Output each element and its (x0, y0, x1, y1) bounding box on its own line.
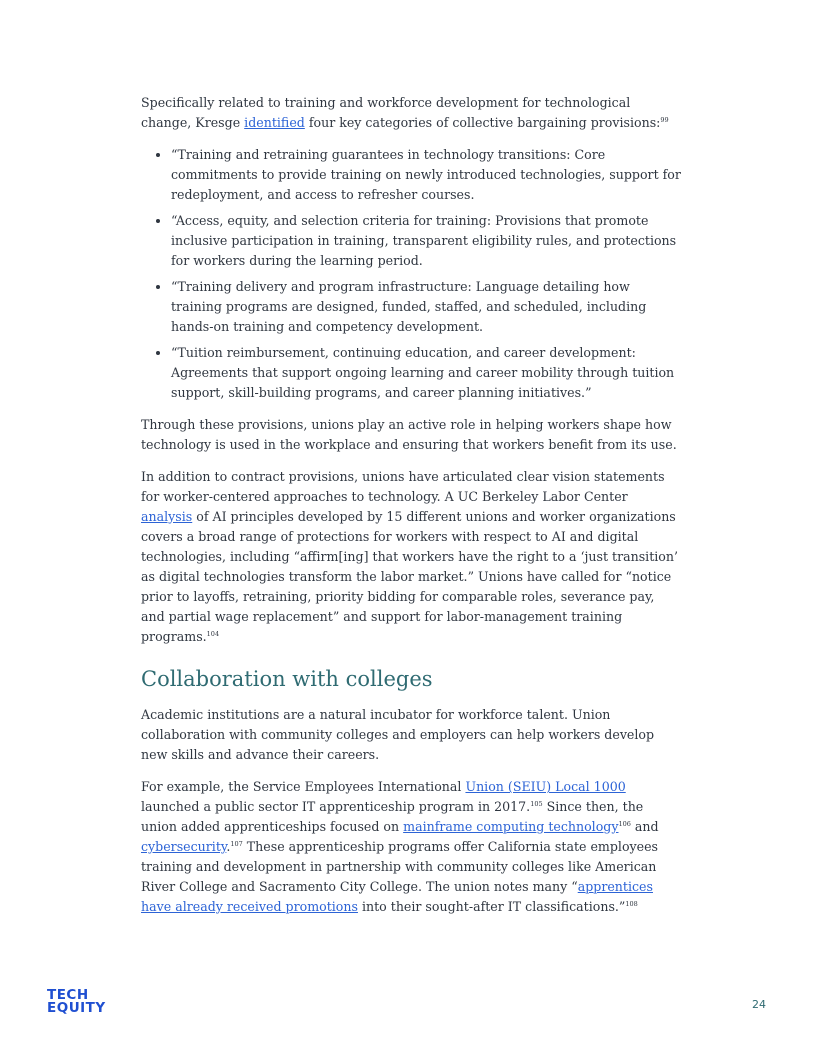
list-item: • “Access, equity, and selection criteria for training: Provisions that promote inclusive participation in training, transparent eligibility rules, and protections for workers during the learning period. (171, 211, 681, 271)
analysis-link[interactable]: analysis (141, 509, 193, 524)
mainframe-link[interactable]: mainframe computing technology (403, 819, 619, 834)
example-text: and (630, 819, 659, 834)
footnote-108: 108 (625, 899, 638, 908)
example-text: launched a public sector IT apprenticeship program in 2017. (141, 799, 531, 814)
techequity-logo (47, 989, 106, 1015)
example-text: Since then, the union added apprenticeships focused on (141, 799, 644, 834)
document-body (141, 93, 681, 929)
promotions-link[interactable]: apprentices have already received promotions (141, 879, 653, 914)
logo-line-tech: TECH (47, 987, 89, 1003)
identified-link[interactable]: identified (244, 115, 305, 130)
provisions-paragraph: Through these provisions, unions play an active role in helping workers shape how technology is used in the workplace and ensuring that workers benefit from its use. (141, 417, 677, 452)
footnote-105: 105 (530, 799, 543, 808)
page-number: 24 (752, 998, 766, 1011)
vision-paragraph (141, 467, 681, 647)
section-heading: Collaboration with colleges (141, 667, 433, 691)
intro-text: Specifically related to training and workforce development for technological change, Kresge (141, 95, 631, 130)
provisions-list (141, 145, 681, 403)
example-paragraph (141, 777, 681, 917)
list-item: • “Tuition reimbursement, continuing education, and career development: Agreements that support ongoing learning and career mobility through tuition support, skill-building programs, and career planning initiatives.” (171, 343, 681, 403)
academic-paragraph: Academic institutions are a natural incubator for workforce talent. Union collaboration with community colleges and employers can help workers develop new skills and advance their careers. (141, 707, 655, 762)
seiu-link[interactable]: Union (SEIU) Local 1000 (465, 779, 626, 794)
example-text: . (226, 839, 231, 854)
vision-text: In addition to contract provisions, unions have articulated clear vision statements for worker-centered approaches to technology. A UC Berkeley Labor Center (141, 469, 665, 504)
list-item: • “Training delivery and program infrastructure: Language detailing how training programs are designed, funded, staffed, and scheduled, including hands-on training and competency development. (171, 277, 681, 337)
example-text: These apprenticeship programs offer California state employees training and development in partnership with community colleges like American River College and Sacramento City College. The union notes many “ (141, 839, 659, 894)
example-text: into their sought-after IT classifications.” (357, 899, 626, 914)
vision-text-end: of AI principles developed by 15 different unions and worker organizations covers a broad range of protections for workers with respect to AI and digital technologies, including “affirm[ing] that workers have the right to a ‘just transition’ as digital technologies transform the labor market.” Unions have called for “notice prior to layoffs, retraining, priority bidding for comparable roles, severance pay, and partial wage replacement” and support for labor-management training programs. (141, 509, 678, 644)
footnote-99: 99 (660, 115, 669, 124)
intro-text-end: four key categories of collective bargaining provisions: (304, 115, 661, 130)
footnote-104: 104 (206, 629, 220, 638)
footnote-107: 107 (230, 839, 243, 848)
logo-line-equity: EQUITY (47, 1000, 106, 1016)
cybersecurity-link[interactable]: cybersecurity (141, 839, 227, 854)
example-text: For example, the Service Employees International (141, 779, 466, 794)
intro-paragraph (141, 93, 681, 133)
footnote-106: 106 (618, 819, 631, 828)
list-item: • “Training and retraining guarantees in technology transitions: Core commitments to provide training on newly introduced technologies, support for redeployment, and access to refresher courses. (171, 145, 681, 205)
